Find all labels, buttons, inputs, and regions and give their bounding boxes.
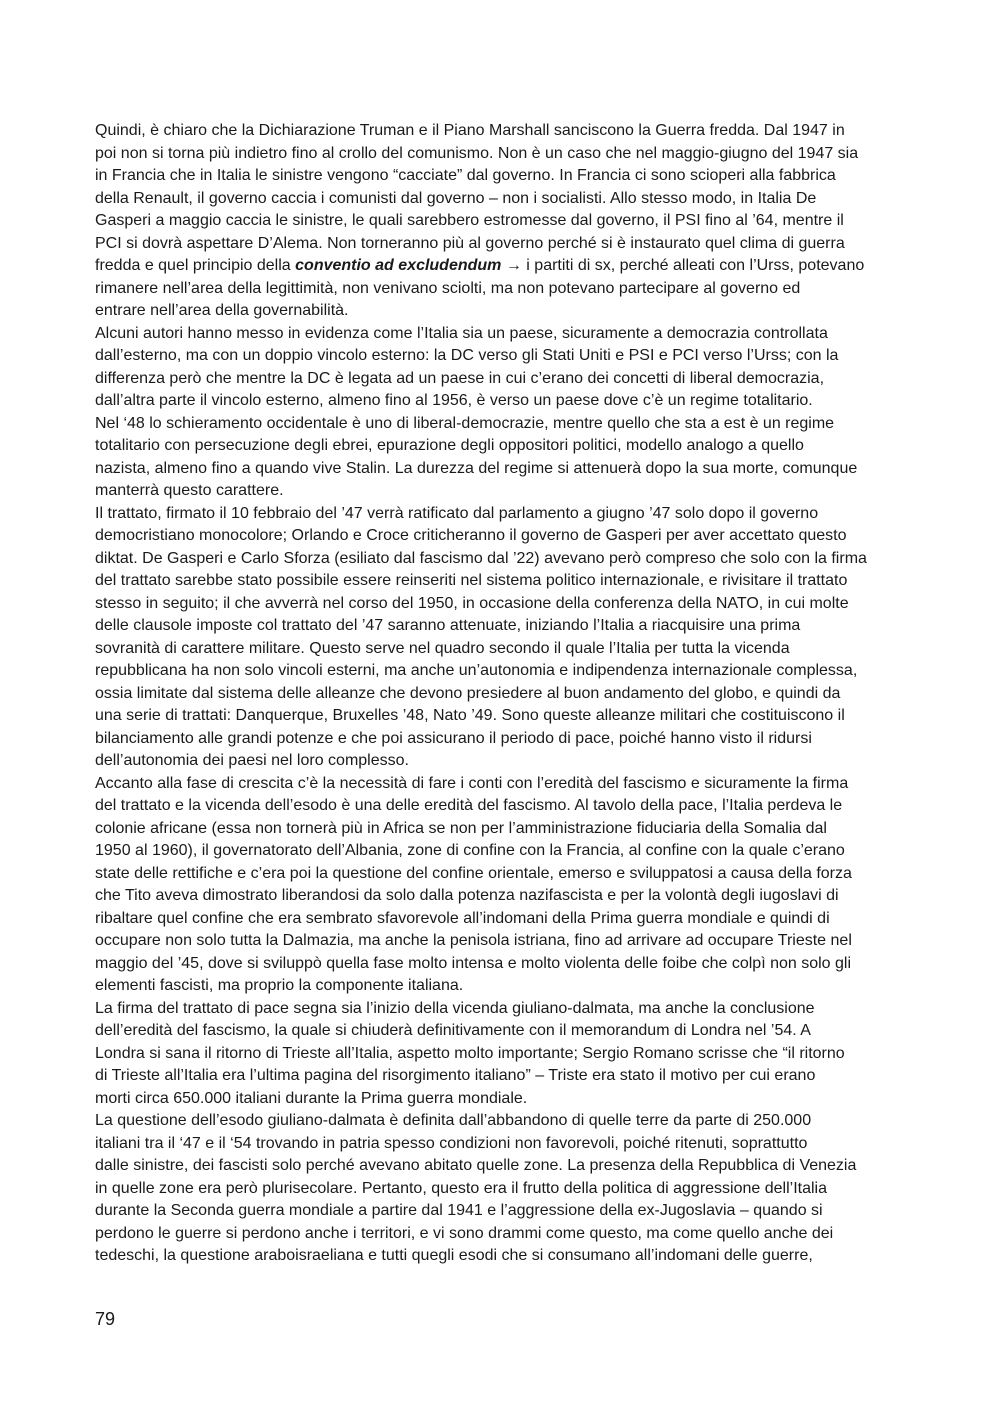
- text-line: La questione dell’esodo giuliano-dalmata è definita dall’abbandono di quelle terre da parte di 250.000: [95, 1112, 812, 1129]
- text-line: dall’altra parte il vincolo esterno, almeno fino al 1956, è verso un paese dove c’è un regime totalitario.: [95, 392, 813, 409]
- text-segment: fredda e quel principio della: [95, 257, 296, 274]
- text-line: entrare nell’area della governabilità.: [95, 302, 349, 319]
- text-line: che Tito aveva dimostrato liberandosi da solo dalla potenza nazifascista e per la volontà degli iugoslavi di: [95, 887, 839, 904]
- text-line: repubblicana ha non solo vincoli esterni, ma anche un’autonomia e indipendenza internazionale complessa,: [95, 662, 858, 679]
- text-line: ossia limitate dal sistema delle alleanze che devono presiedere al buon andamento del globo, e quindi da: [95, 684, 841, 702]
- text-line: italiani tra il ‘47 e il ‘54 trovando in patria spesso condizioni non favorevoli, poiché ritenuti, soprattutto: [95, 1134, 808, 1152]
- body-text: [95, 120, 910, 1268]
- text-line: state delle rettifiche e c’era poi la questione del confine orientale, emerso e sviluppatosi a causa della forza: [95, 864, 852, 882]
- text-line: Alcuni autori hanno messo in evidenza come l’Italia sia un paese, sicuramente a democrazia controllata: [95, 324, 828, 342]
- text-line: stesso in seguito; il che avverrà nel corso del 1950, in occasione della conferenza della NATO, in cui molte: [95, 594, 849, 612]
- text-line: in quelle zone era però plurisecolare. Pertanto, questo era il frutto della politica di aggressione dell’Italia: [95, 1179, 827, 1197]
- text-line: nazista, almeno fino a quando vive Stalin. La durezza del regime si attenuerà dopo la sua morte, comunque: [95, 459, 858, 477]
- text-line: Quindi, è chiaro che la Dichiarazione Truman e il Piano Marshall sanciscono la Guerra fredda. Dal 1947 in: [95, 122, 845, 139]
- text-line: democristiano monocolore; Orlando e Croce criticheranno il governo de Gasperi per aver accettato questo: [95, 527, 847, 544]
- text-line: elementi fascisti, ma proprio la componente italiana.: [95, 977, 464, 994]
- text-line: dell’autonomia dei paesi nel loro complesso.: [95, 752, 409, 769]
- text-line: rimanere nell’area della legittimità, non venivano sciolti, ma non potevano partecipare al governo ed: [95, 279, 801, 297]
- arrow-icon: →: [501, 257, 527, 274]
- text-line: PCI si dovrà aspettare D’Alema. Non torneranno più al governo perché si è instaurato quel clima di guerra: [95, 234, 845, 252]
- page-number: 79: [95, 1309, 116, 1329]
- text-line: dall’esterno, ma con un doppio vincolo esterno: la DC verso gli Stati Uniti e PSI e PCI verso l’Urss; con la: [95, 347, 839, 364]
- text-line: dell’eredità del fascismo, la quale si chiuderà definitivamente con il memorandum di Londra nel ’54. A: [95, 1022, 811, 1039]
- text-line: [95, 255, 910, 278]
- text-line: ribaltare quel confine che era sembrato sfavorevole all’indomani della Prima guerra mondiale e quindi di: [95, 909, 830, 927]
- text-line: manterrà questo carattere.: [95, 482, 284, 499]
- text-segment: i partiti di sx, perché alleati con l’Urss, potevano: [526, 257, 865, 274]
- text-line: differenza però che mentre la DC è legata ad un paese in cui c’erano dei concetti di liberal democrazia,: [95, 369, 825, 387]
- text-line: una serie di trattati: Danquerque, Bruxelles ’48, Nato ’49. Sono queste alleanze militari che costituiscono il: [95, 707, 845, 724]
- text-line: tedeschi, la questione araboisraeliana e tutti quegli esodi che si consumano all’indomani delle guerre,: [95, 1247, 813, 1264]
- text-line: La firma del trattato di pace segna sia l’inizio della vicenda giuliano-dalmata, ma anche la conclusione: [95, 999, 815, 1017]
- text-line: di Trieste all’Italia era l’ultima pagina del risorgimento italiano” – Triste era stato il motivo per cui erano: [95, 1067, 816, 1084]
- text-line: poi non si torna più indietro fino al crollo del comunismo. Non è un caso che nel maggio-giugno del 1947 sia: [95, 144, 859, 162]
- text-line: della Renault, il governo caccia i comunisti dal governo – non i socialisti. Allo stesso modo, in Italia De: [95, 189, 817, 207]
- text-line: totalitario con persecuzione degli ebrei, epurazione degli oppositori politici, modello analogo a quello: [95, 437, 804, 454]
- text-line: colonie africane (essa non tornerà più in Africa se non per l’amministrazione fiduciaria della Somalia dal: [95, 819, 827, 837]
- text-line: occupare non solo tutta la Dalmazia, ma anche la penisola istriana, fino ad arrivare ad occupare Trieste nel: [95, 932, 852, 949]
- text-line: dalle sinistre, dei fascisti solo perché avevano abitato quelle zone. La presenza della Repubblica di Venezia: [95, 1157, 857, 1174]
- text-line: del trattato sarebbe stato possibile essere reinseriti nel sistema politico internazionale, e rivisitare il trattato: [95, 572, 848, 589]
- text-line: Gasperi a maggio caccia le sinistre, le quali sarebbero estromesse dal governo, il PSI fino al ’64, mentre il: [95, 212, 844, 229]
- text-line: durante la Seconda guerra mondiale a partire dal 1941 e l’aggressione della ex-Jugoslavia – quando si: [95, 1202, 823, 1219]
- text-line: bilanciamento alle grandi potenze e che poi assicurano il periodo di pace, poiché hanno visto il ridursi: [95, 729, 812, 747]
- text-line: del trattato e la vicenda dell’esodo è una delle eredità del fascismo. Al tavolo della pace, l’Italia perdeva le: [95, 797, 843, 814]
- text-line: in Francia che in Italia le sinistre vengono “cacciate” dal governo. In Francia ci sono scioperi alla fabbrica: [95, 167, 836, 184]
- text-line: diktat. De Gasperi e Carlo Sforza (esiliato dal fascismo dal ’22) avevano però compreso che solo con la firma: [95, 549, 867, 567]
- text-line: sovranità di carattere militare. Questo serve nel quadro secondo il quale l’Italia per tutta la vicenda: [95, 639, 790, 657]
- text-line: maggio del ’45, dove si sviluppò quella fase molto intensa e molto violenta delle foibe che colpì non solo gli: [95, 954, 852, 972]
- emphasized-term: conventio ad excludendum: [295, 257, 502, 274]
- text-line: perdono le guerre si perdono anche i territori, e vi sono drammi come questo, ma come quello anche dei: [95, 1224, 834, 1242]
- text-line: 1950 al 1960), il governatorato dell’Albania, zone di confine con la Francia, al confine con la quale c’erano: [95, 842, 845, 859]
- text-line: Nel ‘48 lo schieramento occidentale è uno di liberal-democrazie, mentre quello che sta a est è un regime: [95, 414, 835, 432]
- text-line: Accanto alla fase di crescita c’è la necessità di fare i conti con l’eredità del fascismo e sicuramente la firma: [95, 774, 849, 792]
- text-line: Londra si sana il ritorno di Trieste all’Italia, aspetto molto importante; Sergio Romano scrisse che “il ritorno: [95, 1044, 845, 1062]
- text-line: delle clausole imposte col trattato del ’47 saranno attenuate, iniziando l’Italia a riacquisire una prima: [95, 617, 801, 634]
- text-line: morti circa 650.000 italiani durante la Prima guerra mondiale.: [95, 1089, 528, 1107]
- text-line: Il trattato, firmato il 10 febbraio del ’47 verrà ratificato dal parlamento a giugno ’47 solo dopo il governo: [95, 504, 819, 522]
